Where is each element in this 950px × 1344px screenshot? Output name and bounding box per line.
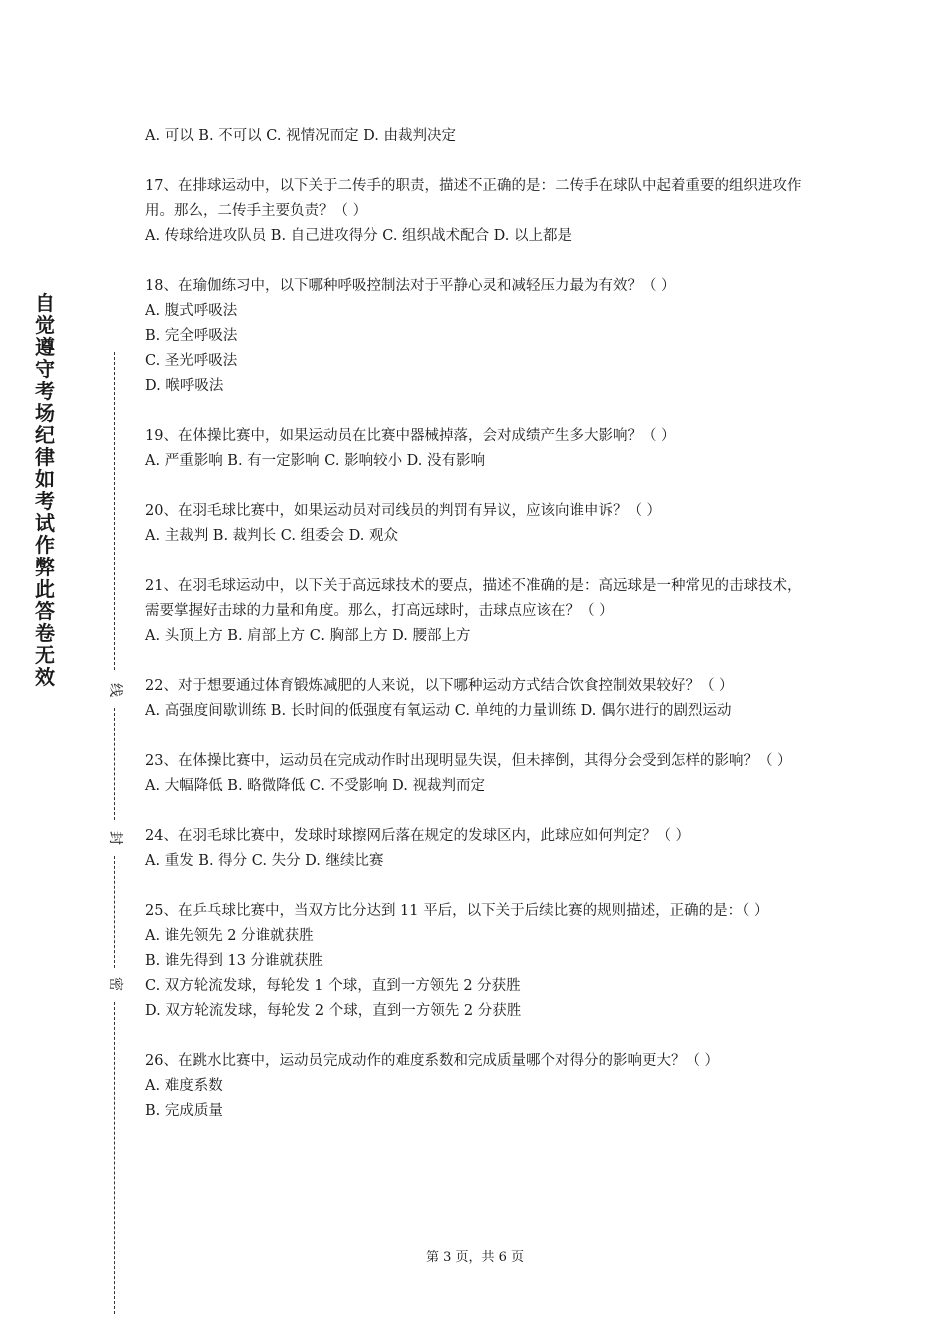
binding-line-segment xyxy=(114,708,115,820)
question-stem: 20、在羽毛球比赛中，如果运动员对司线员的判罚有异议，应该向谁申诉？（ ） xyxy=(145,503,662,519)
question-17 xyxy=(145,174,810,249)
exam-discipline-notice: 自觉遵守考场纪律如考试作弊此答卷无效 xyxy=(35,291,55,689)
binding-mark-secret: 密 xyxy=(107,974,123,994)
question-options: A. 头顶上方 B. 肩部上方 C. 胸部上方 D. 腰部上方 xyxy=(145,628,471,644)
question-stem: 25、在乒乓球比赛中，当双方比分达到 11 平后，以下关于后续比赛的规则描述，正确的是：（ ） xyxy=(145,903,769,919)
question-stem: 23、在体操比赛中，运动员在完成动作时出现明显失误，但未摔倒，其得分会受到怎样的影响？（ ） xyxy=(145,753,792,769)
question-stem: 18、在瑜伽练习中，以下哪种呼吸控制法对于平静心灵和减轻压力最为有效？（ ） xyxy=(145,278,676,294)
option-d: D. 双方轮流发球，每轮发 2 个球，直到一方领先 2 分获胜 xyxy=(145,1003,522,1019)
question-18 xyxy=(145,274,810,399)
question-list xyxy=(145,124,810,1149)
question-26 xyxy=(145,1049,810,1124)
question-options: A. 大幅降低 B. 略微降低 C. 不受影响 D. 视裁判而定 xyxy=(145,778,486,794)
question-stem: 19、在体操比赛中，如果运动员在比赛中器械掉落，会对成绩产生多大影响？（ ） xyxy=(145,428,676,444)
binding-line-segment xyxy=(114,1002,115,1314)
question-stem: 22、对于想要通过体育锻炼减肥的人来说，以下哪种运动方式结合饮食控制效果较好？（ ） xyxy=(145,678,734,694)
option-d: D. 喉呼吸法 xyxy=(145,378,224,394)
question-23 xyxy=(145,749,810,799)
option-b: B. 完成质量 xyxy=(145,1103,223,1119)
binding-line-segment xyxy=(114,352,115,670)
binding-mark-seal: 封 xyxy=(107,828,123,848)
option-b: B. 完全呼吸法 xyxy=(145,328,238,344)
option-c: C. 双方轮流发球，每轮发 1 个球，直到一方领先 2 分获胜 xyxy=(145,978,521,994)
question-options: A. 主裁判 B. 裁判长 C. 组委会 D. 观众 xyxy=(145,528,399,544)
page-footer: 第 3 页，共 6 页 xyxy=(425,1250,525,1265)
question-22 xyxy=(145,674,810,724)
question-24 xyxy=(145,824,810,874)
binding-mark-line: 线 xyxy=(107,680,123,700)
question-19 xyxy=(145,424,810,474)
binding-line-segment xyxy=(114,856,115,968)
question-options: A. 可以 B. 不可以 C. 视情况而定 D. 由裁判决定 xyxy=(145,128,457,144)
question-stem: 17、在排球运动中，以下关于二传手的职责，描述不正确的是：二传手在球队中起着重要的组织进攻作用。那么，二传手主要负责？（ ） xyxy=(145,178,802,219)
question-16-tail xyxy=(145,124,810,149)
option-b: B. 谁先得到 13 分谁就获胜 xyxy=(145,953,324,969)
question-20 xyxy=(145,499,810,549)
option-a: A. 腹式呼吸法 xyxy=(145,303,238,319)
question-options: A. 高强度间歇训练 B. 长时间的低强度有氧运动 C. 单纯的力量训练 D. 偶尔进行的剧烈运动 xyxy=(145,703,732,719)
question-21 xyxy=(145,574,810,649)
question-options: A. 重发 B. 得分 C. 失分 D. 继续比赛 xyxy=(145,853,384,869)
question-stem: 21、在羽毛球运动中，以下关于高远球技术的要点，描述不准确的是：高远球是一种常见的击球技术，需要掌握好击球的力量和角度。那么，打高远球时，击球点应该在？（ ） xyxy=(145,578,802,619)
question-options: A. 传球给进攻队员 B. 自己进攻得分 C. 组织战术配合 D. 以上都是 xyxy=(145,228,573,244)
question-options: A. 严重影响 B. 有一定影响 C. 影响较小 D. 没有影响 xyxy=(145,453,486,469)
option-a: A. 难度系数 xyxy=(145,1078,223,1094)
question-stem: 24、在羽毛球比赛中，发球时球擦网后落在规定的发球区内，此球应如何判定？（ ） xyxy=(145,828,691,844)
option-a: A. 谁先领先 2 分谁就获胜 xyxy=(145,928,314,944)
option-c: C. 圣光呼吸法 xyxy=(145,353,238,369)
question-25 xyxy=(145,899,810,1024)
question-stem: 26、在跳水比赛中，运动员完成动作的难度系数和完成质量哪个对得分的影响更大？（ ） xyxy=(145,1053,720,1069)
